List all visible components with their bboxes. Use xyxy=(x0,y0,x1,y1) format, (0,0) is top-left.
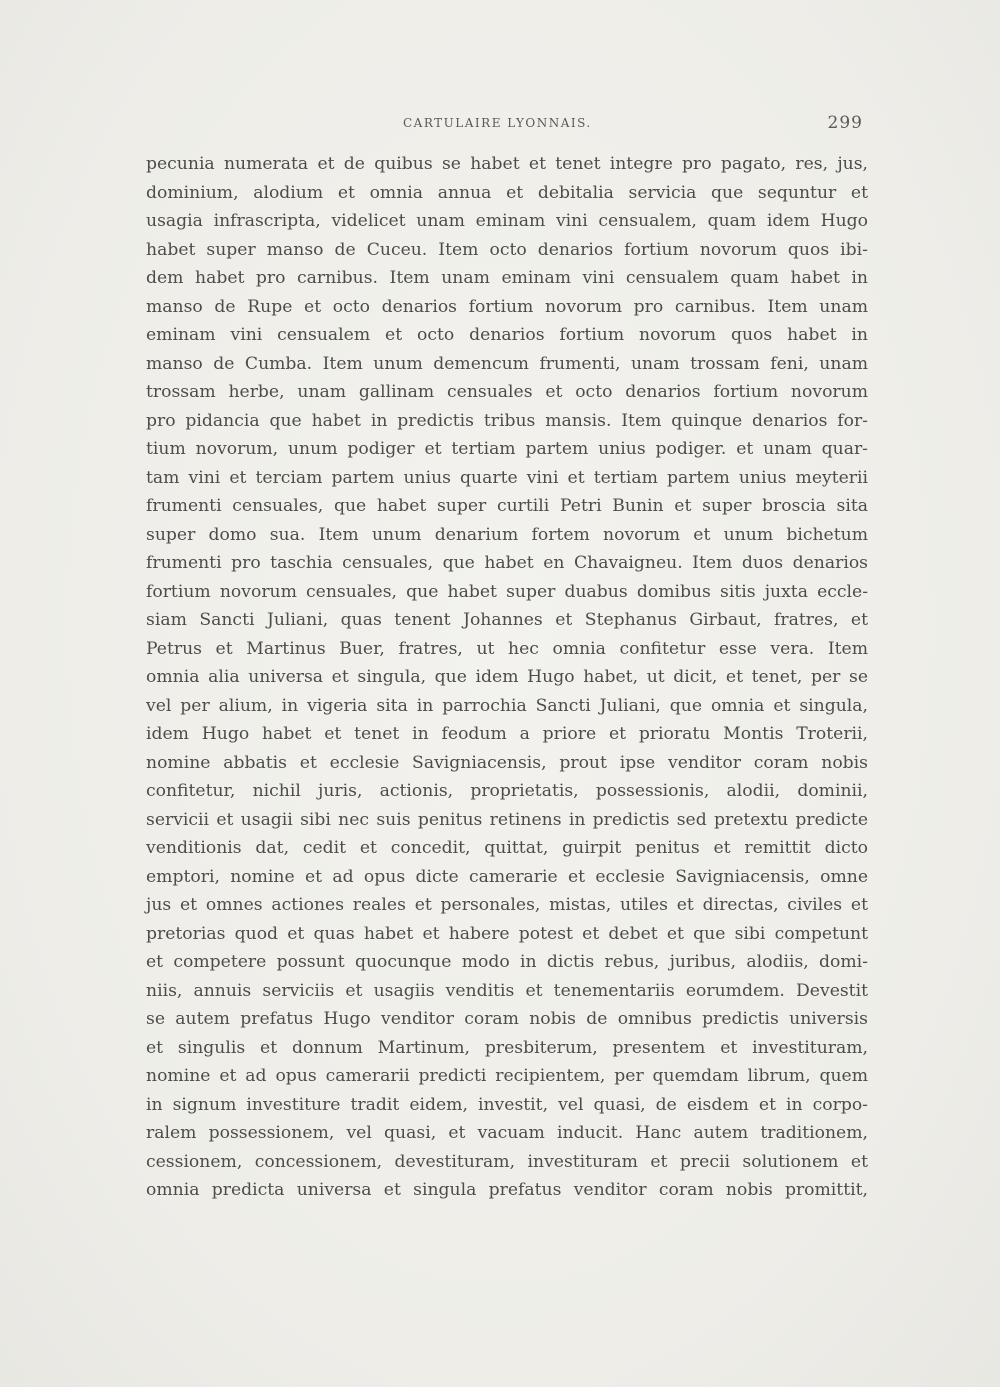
text-line: pro pidancia que habet in predictis tribus mansis. Item quinque denarios for- xyxy=(146,410,868,431)
text-line: idem Hugo habet et tenet in feodum a priore et prioratu Montis Troterii, xyxy=(146,724,868,744)
text-line: nomine abbatis et ecclesie Savigniacensis, prout ipse venditor coram nobis xyxy=(146,752,868,773)
text-line: manso de Cumba. Item unum demencum frumenti, unam trossam feni, unam xyxy=(146,353,868,374)
text-line: omnia alia universa et singula, que idem Hugo habet, ut dicit, et tenet, per se xyxy=(146,667,868,687)
text-line: habet super manso de Cuceu. Item octo denarios fortium novorum quos ibi- xyxy=(146,239,868,260)
text-line: dominium, alodium et omnia annua et debitalia servicia que sequntur et xyxy=(146,182,868,203)
text-line: siam Sancti Juliani, quas tenent Johannes et Stephanus Girbaut, fratres, et xyxy=(146,610,868,630)
text-line: emptori, nomine et ad opus dicte camerarie et ecclesie Savigniacensis, omne xyxy=(146,866,868,887)
text-line: omnia predicta universa et singula prefatus venditor coram nobis promittit, xyxy=(146,1180,868,1200)
text-line: et singulis et donnum Martinum, presbiterum, presentem et investituram, xyxy=(146,1037,868,1058)
text-line: frumenti censuales, que habet super curtili Petri Bunin et super broscia sita xyxy=(146,496,868,516)
text-line: super domo sua. Item unum denarium fortem novorum et unum bichetum xyxy=(146,524,868,545)
text-line: Petrus et Martinus Buer, fratres, ut hec omnia confitetur esse vera. Item xyxy=(146,638,868,659)
running-title: CARTULAIRE LYONNAIS. xyxy=(403,116,592,130)
text-line: servicii et usagii sibi nec suis penitus retinens in predictis sed pretextu predicte xyxy=(146,809,868,830)
text-line: vel per alium, in vigeria sita in parrochia Sancti Juliani, que omnia et singula, xyxy=(146,695,868,716)
text-line: dem habet pro carnibus. Item unam eminam vini censualem quam habet in xyxy=(146,268,868,288)
text-line: pecunia numerata et de quibus se habet et tenet integre pro pagato, res, jus, xyxy=(146,154,868,174)
text-line: nomine et ad opus camerarii predicti recipientem, per quemdam librum, quem xyxy=(146,1066,868,1086)
text-line: trossam herbe, unam gallinam censuales et octo denarios fortium novorum xyxy=(146,382,868,402)
text-line: tam vini et terciam partem unius quarte vini et tertiam partem unius meyterii xyxy=(146,467,868,488)
text-line: confitetur, nichil juris, actionis, proprietatis, possessionis, alodii, dominii, xyxy=(146,781,868,801)
text-line: cessionem, concessionem, devestituram, investituram et precii solutionem et xyxy=(146,1151,868,1172)
page-number: 299 xyxy=(827,113,863,133)
text-line: venditionis dat, cedit et concedit, quittat, guirpit penitus et remittit dicto xyxy=(146,838,868,858)
text-line: manso de Rupe et octo denarios fortium novorum pro carnibus. Item unam xyxy=(146,296,868,317)
text-line: niis, annuis serviciis et usagiis venditis et tenementariis eorumdem. Devestit xyxy=(146,980,868,1001)
text-line: se autem prefatus Hugo venditor coram nobis de omnibus predictis universis xyxy=(146,1009,868,1029)
text-line: frumenti pro taschia censuales, que habet en Chavaigneu. Item duos denarios xyxy=(146,553,868,573)
text-line: eminam vini censualem et octo denarios fortium novorum quos habet in xyxy=(146,325,868,345)
text-line: ralem possessionem, vel quasi, et vacuam inducit. Hanc autem traditionem, xyxy=(146,1123,868,1143)
text-line: et competere possunt quocunque modo in dictis rebus, juribus, alodiis, domi- xyxy=(146,952,868,972)
text-line: fortium novorum censuales, que habet super duabus domibus sitis juxta eccle- xyxy=(146,581,868,602)
text-line: pretorias quod et quas habet et habere potest et debet et que sibi competunt xyxy=(146,923,868,944)
body-text xyxy=(146,150,868,1205)
text-line: in signum investiture tradit eidem, investit, vel quasi, de eisdem et in corpo- xyxy=(146,1094,868,1115)
text-line: jus et omnes actiones reales et personales, mistas, utiles et directas, civiles et xyxy=(146,895,868,915)
text-line: usagia infrascripta, videlicet unam eminam vini censualem, quam idem Hugo xyxy=(146,211,868,231)
page-header xyxy=(145,113,863,138)
text-line: tium novorum, unum podiger et tertiam partem unius podiger. et unam quar- xyxy=(146,439,868,459)
